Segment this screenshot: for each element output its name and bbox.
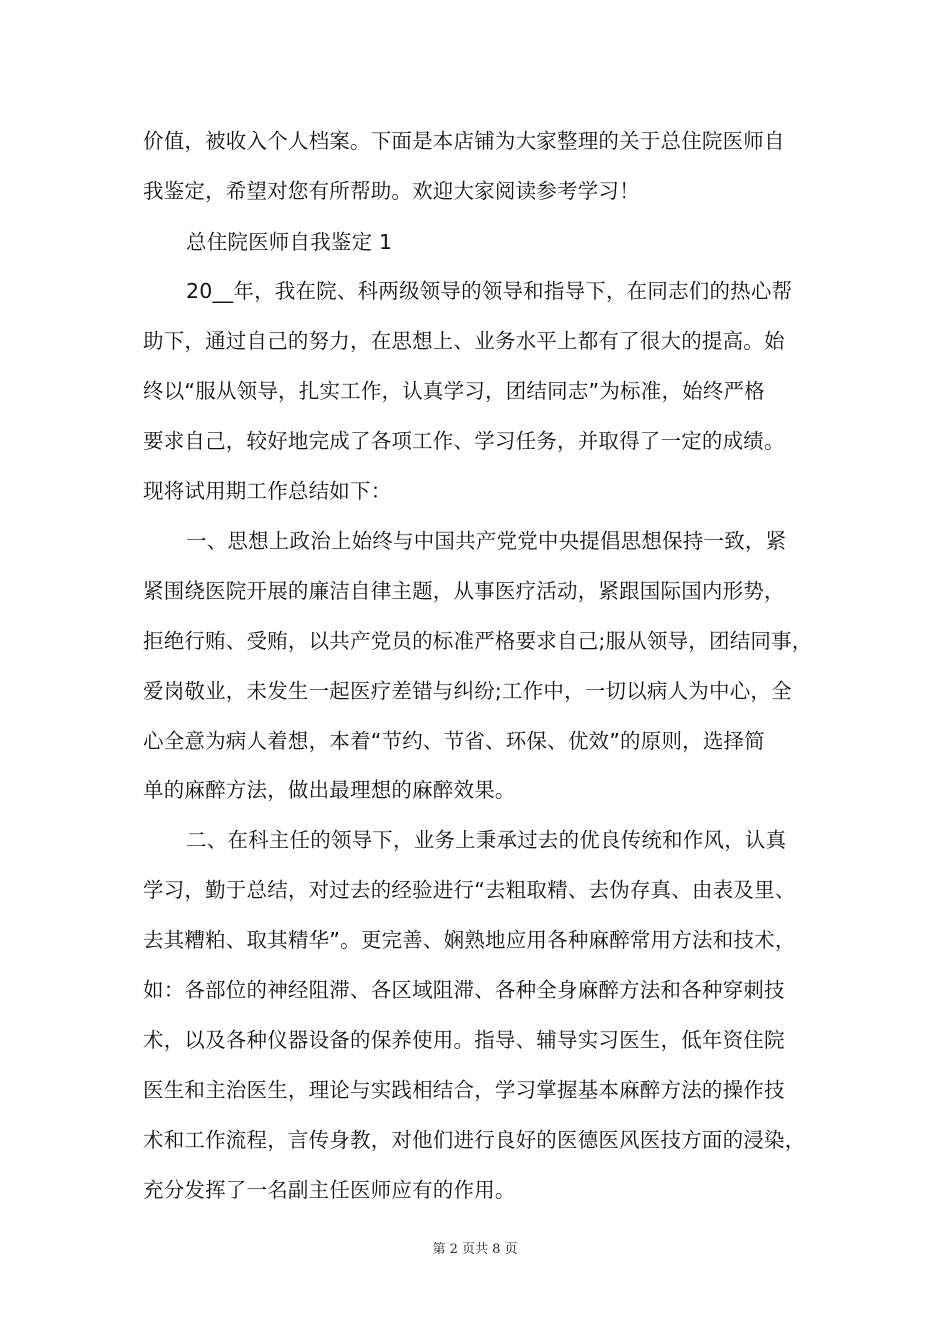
paragraph-first-line: 20__年，我在院、科两级领导的领导和指导下，在同志们的热心帮 (186, 279, 793, 303)
page-footer: 第 2 页共 8 页 (432, 1242, 518, 1257)
paragraph-line: 心全意为病人着想，本着“节约、节省、环保、优效”的原则，选择简 (143, 729, 765, 753)
paragraph-line: 术，以及各种仪器设备的保养使用。指导、辅导实习医生，低年资住院 (143, 1028, 785, 1052)
paragraph-line: 爱岗敬业，未发生一起医疗差错与纠纷;工作中，一切以病人为中心，全 (143, 679, 792, 703)
paragraph-line: 学习，勤于总结，对过去的经验进行“去粗取精、去伪存真、由表及里、 (143, 878, 796, 902)
paragraph-line: 要求自己，较好地完成了各项工作、学习任务，并取得了一定的成绩。 (143, 429, 785, 453)
paragraph-first-line: 二、在科主任的领导下，业务上秉承过去的优良传统和作风，认真 (186, 828, 787, 852)
paragraph-line: 充分发挥了一名副主任医师应有的作用。 (143, 1178, 516, 1202)
paragraph-line: 如：各部位的神经阻滞、各区域阻滞、各种全身麻醉方法和各种穿刺技 (143, 978, 785, 1002)
paragraph-first-line: 总住院医师自我鉴定 1 (186, 230, 393, 254)
paragraph-line: 价值，被收入个人档案。下面是本店铺为大家整理的关于总住院医师自 (143, 129, 785, 153)
paragraph-line: 现将试用期工作总结如下： (143, 479, 392, 503)
paragraph-line: 单的麻醉方法，做出最理想的麻醉效果。 (143, 778, 516, 802)
paragraph-line: 助下，通过自己的努力，在思想上、业务水平上都有了很大的提高。始 (143, 329, 785, 353)
paragraph-line: 去其糟粕、取其精华”。更完善、娴熟地应用各种麻醉常用方法和技术， (143, 928, 796, 952)
paragraph-line: 紧围绕医院开展的廉洁自律主题，从事医疗活动，紧跟国际国内形势， (143, 579, 785, 603)
paragraph-line: 医生和主治医生，理论与实践相结合，学习掌握基本麻醉方法的操作技 (143, 1078, 785, 1102)
paragraph-line: 术和工作流程，言传身教，对他们进行良好的医德医风医技方面的浸染， (143, 1128, 806, 1152)
paragraph-first-line: 一、思想上政治上始终与中国共产党党中央提倡思想保持一致，紧 (186, 529, 787, 553)
paragraph-line: 拒绝行贿、受贿，以共产党员的标准严格要求自己;服从领导，团结同事， (143, 629, 813, 653)
paragraph-line: 终以“服从领导，扎实工作，认真学习，团结同志”为标准，始终严格 (143, 379, 765, 403)
paragraph-line: 我鉴定，希望对您有所帮助。欢迎大家阅读参考学习！ (143, 179, 640, 203)
